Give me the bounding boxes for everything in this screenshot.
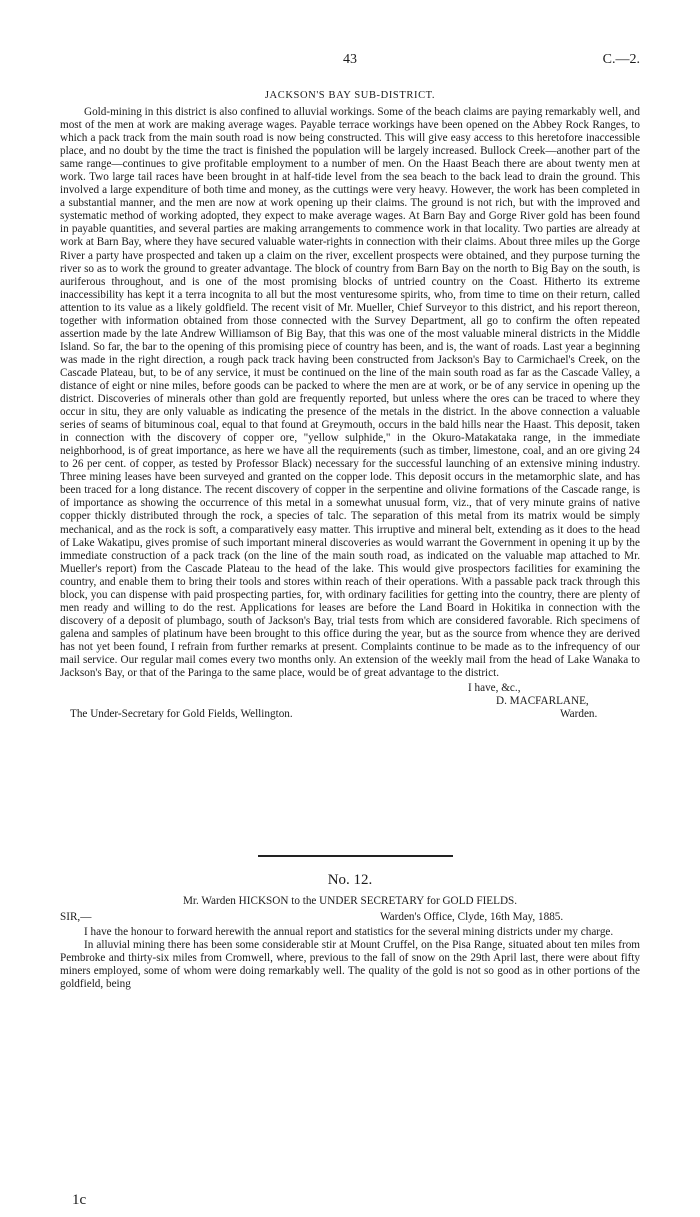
salutation: SIR,— [60, 911, 92, 923]
closing-line: I have, &c., [468, 682, 521, 695]
sign-off-block [60, 682, 640, 734]
letter-no-12-section [60, 872, 640, 991]
letter-paragraph-2: In alluvial mining there has been some considerable stir at Mount Cruffel, on the Pisa Range, situated about ten miles from Pembroke and thirty-six miles from Cromwell, where, previous to the fall of snow on the 29th April last, there were about fifty miners employed, some of whom were doing remarkably well. The quality of the gold is not so good as in other portions of the goldfield, being [60, 939, 640, 991]
signature-name: D. MACFARLANE, [496, 695, 589, 708]
letter-subheading: Mr. Warden HICKSON to the UNDER SECRETARY for GOLD FIELDS. [182, 895, 518, 907]
dateline: Warden's Office, Clyde, 16th May, 1885. [380, 911, 564, 923]
section-heading: JACKSON'S BAY SUB-DISTRICT. [264, 90, 436, 101]
signatory-title: Warden. [560, 708, 598, 721]
section-divider [258, 855, 453, 857]
folio-mark: 1c [72, 1192, 87, 1208]
letter-number: No. 12. [327, 872, 373, 888]
addressee-line: The Under-Secretary for Gold Fields, Wellington. [70, 708, 293, 721]
document-reference: C.—2. [602, 52, 640, 67]
page-number: 43 [343, 52, 357, 67]
letter-paragraph-1: I have the honour to forward herewith the annual report and statistics for the several mining districts under my charge. [84, 926, 614, 938]
page-header [60, 52, 640, 74]
report-paragraph: Gold-mining in this district is also confined to alluvial workings. Some of the beach claims are paying remarkably well, and most of the men at work are making average wages. Payable terrace workings have been opened on the Abbey Rock Ranges, to which a pack track from the main south road is now being constructed. This will give easy access to this heretofore inaccessible place, and no doubt by the time the tract is finished the population will be largely increased. Bullock Creek—another part of the same range—continues to give profitable employment to a number of men. On the Haast Beach there are about twenty men at work. Two large tail races have been brought in at half-tide level from the sea beach to the back lead to drain the ground. This involved a large expenditure of both time and money, as the cuttings were very heavy. However, the work has been completed in a substantial manner, and the men are now at work opening up their claims. The ground is not rich, but with the improved and systematic method of working adopted, they expect to make average wages. At Barn Bay and Gorge River gold has been found in payable quantities, and several parties are making arrangements to commence work in that locality. Two parties are already at work at Barn Bay, where they have secured valuable water-rights in connection with their claims. About three miles up the Gorge River a party have prospected and taken up a claim on the river, excellent prospects were obtained, and they purpose turning the river so as to work the ground to greater advantage. The block of country from Barn Bay on the north to Big Bay on the south, is auriferous throughout, and is one of the most promising blocks of untried country on the Coast. Hitherto its extreme inaccessibility has kept it a terra incognita to all but the most venturesome spirits, who, from time to time on their return, called attention to its value as a likely goldfield. The recent visit of Mr. Mueller, Chief Surveyor to this district, and his report thereon, together with information obtained from those connected with the Survey Department, all go to confirm the often repeated assertion made by the late Andrew Williamson of Big Bay, that this was one of the most valuable mineral districts in the Middle Island. So far, the bar to the opening of this promising piece of country has been, and is, the want of roads. Last year a beginning was made in the right direction, a rough pack track having been constructed from Jackson's Bay to Carmichael's Creek, on the Cascade Plateau, but, to be of any service, it must be continued on the line of the main south road as far as the Cascade Valley, a distance of eight or nine miles, before goods can be packed to where the men are at work, or be of any service in opening up the district. Discoveries of minerals other than gold are frequently reported, but unless where the ores can be traced to where they occur in situ, they are only valuable as indicating the presence of the metals in the district. In the above connection a valuable series of seams of bituminous coal, equal to that found at Greymouth, occurs in the bald hills near the Haast. This deposit, taken in connection with the discovery of copper ore, "yellow sulphide," in the Okuro-Matakataka range, in the immediate neighborhood, is of great importance, as here we have all the requirements (such as timber, limestone, coal, and an ore giving 24 to 26 per cent. of copper, as tested by Professor Black) necessary for the successful launching of an extensive mining industry. Three mining leases have been surveyed and granted on the copper lode. This deposit occurs in the metamorphic slate, and has been traced for a long distance. The recent discovery of copper in the serpentine and olivine formations of the Cascade range, is of importance as showing the occurrence of this metal in a somewhat unusual form, viz., that of very minute grains of native copper thickly distributed through the rock, a species of talc. The separation of this metal from its matrix would be simply mechanical, and as the rock is soft, a comparatively easy matter. This irruptive and mineral belt, extending as it does to the head of Lake Wakatipu, gives promise of such important mineral discoveries as would warrant the Government in opening it up by the immediate construction of a pack track (on the line of the main south road, as indicated on the valuable map attached to Mr. Mueller's report) from the Cascade Plateau to the head of the lake. This would give prospectors facilities for examining the country, and enable them to bring their tools and stores within reach of their operations. With a passable pack track through this block, you can dispense with paid prospecting parties, for, with ordinary facilities for getting into the country, there are plenty of men ready and willing to do the rest. Applications for leases are before the Land Board in Hokitika in connection with the discovery of a deposit of plumbago, south of Jackson's Bay, trial tests from which are considered favorable. Rich specimens of galena and samples of platinum have been brought to this office during the year, but as the source from whence they are derived has not yet been found, I refrain from further remarks at present. Complaints continue to be made as to the infrequency of our mail service. Our regular mail comes every two months only. An extension of the weekly mail from the head of Lake Wanaka to Jackson's Bay, or that of the Paringa to the same place, would be of great advantage to the district. [60, 106, 640, 680]
jacksons-bay-section [60, 90, 640, 734]
salutation-row [60, 911, 640, 926]
